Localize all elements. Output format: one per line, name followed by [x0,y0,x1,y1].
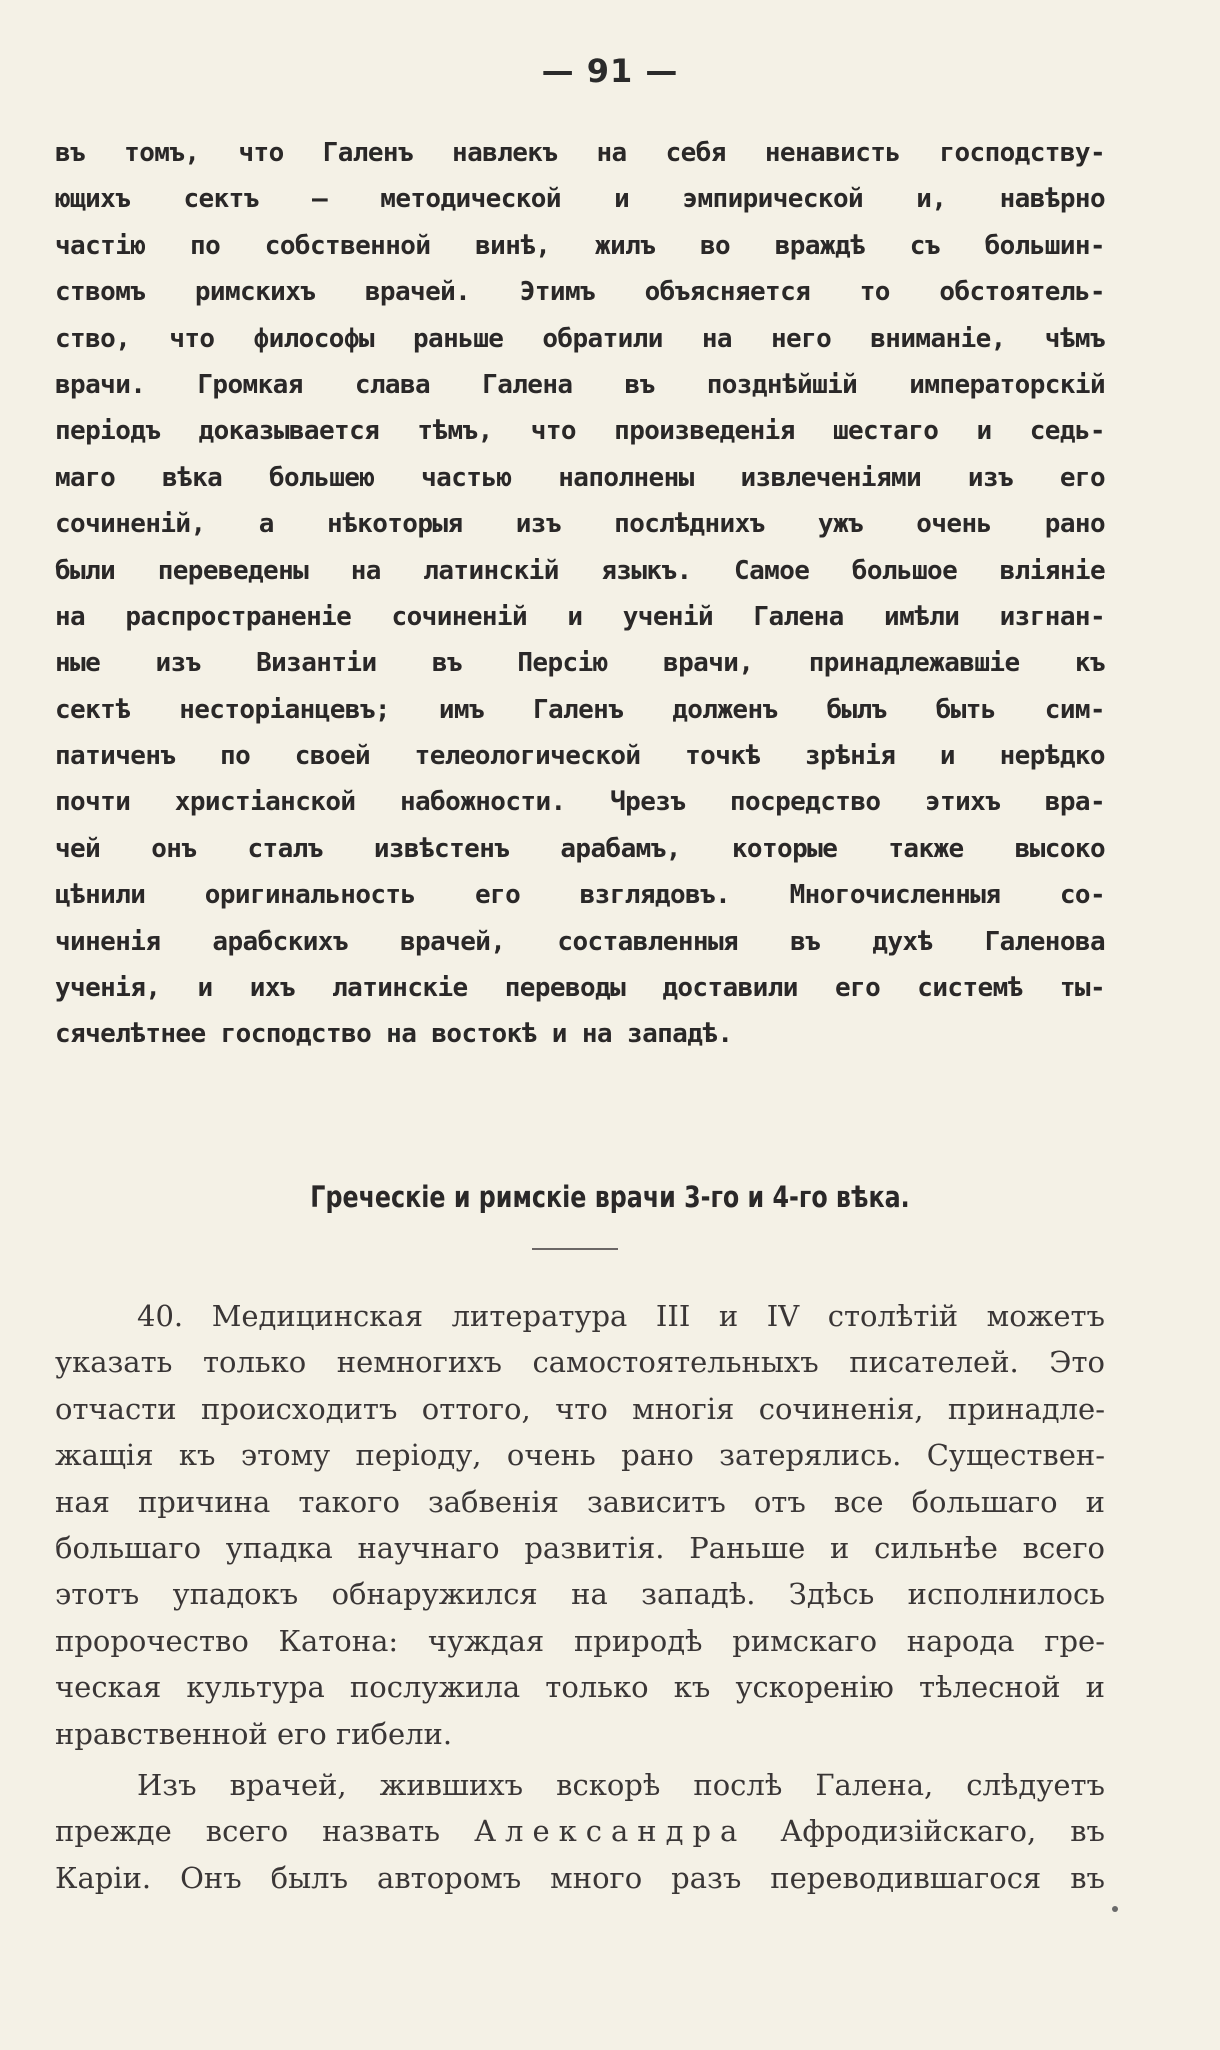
text-line: указать только немногихъ самостоятельныхъ писателей. Это [55,1345,1105,1380]
paragraph-medical-literature [55,1293,1105,1901]
text-line: періодъ доказывается тѣмъ, что произведенія шестаго и седь- [55,416,1105,447]
text-line: были переведены на латинскій языкъ. Самое большое вліяніе [55,555,1105,586]
text-line: патиченъ по своей телеологической точкѣ зрѣнія и нерѣдко [55,741,1105,772]
text-line: цѣнили оригинальность его взглядовъ. Многочисленныя со- [55,880,1105,911]
text-line: чей онъ сталъ извѣстенъ арабамъ, которые также высоко [55,833,1105,864]
text-line: жащія къ этому періоду, очень рано затерялись. Существен- [55,1438,1105,1473]
text-line: ческая культура послужила только къ ускоренію тѣлесной и [55,1670,1105,1705]
page-speck [1112,1906,1118,1912]
text-line: сочиненій, а нѣкоторыя изъ послѣднихъ ужъ очень рано [55,509,1105,540]
page-number: — 91 — [541,52,679,90]
text-fragment: прежде всего назвать [55,1814,475,1849]
text-line: этотъ упадокъ обнаружился на западѣ. Здѣсь исполнилось [55,1577,1105,1612]
text-line: на распространеніе сочиненій и ученій Галена имѣли изгнан- [55,601,1105,632]
text-line: Изъ врачей, жившихъ вскорѣ послѣ Галена, слѣдуетъ [137,1767,1105,1802]
text-line: ная причина такого забвенія зависитъ отъ все большаго и [55,1484,1105,1519]
text-line: ство, что философы раньше обратили на него вниманіе, чѣмъ [55,323,1105,354]
text-line: маго вѣка большею частью наполнены извлеченіями изъ его [55,462,1105,493]
text-line-with-emphasis [55,1808,1105,1854]
text-line: ные изъ Византіи въ Персію врачи, принадлежавшіе къ [55,648,1105,679]
text-line: въ томъ, что Галенъ навлекъ на себя ненависть господству- [55,138,1105,168]
text-line: чиненія арабскихъ врачей, составленныя въ духѣ Галенова [55,926,1105,957]
text-line: сектѣ несторіанцевъ; имъ Галенъ долженъ былъ быть сим- [55,694,1105,725]
text-line: сячелѣтнее господство на востокѣ и на западѣ. [55,1019,733,1050]
text-line: частію по собственной винѣ, жилъ во враждѣ съ большин- [55,230,1105,261]
text-line: 40. Медицинская литература III и IV столѣтій можетъ [137,1299,1105,1333]
text-line: почти христіанской набожности. Чрезъ посредство этихъ вра- [55,787,1105,818]
spaced-name-emphasis: Александра [474,1814,747,1849]
text-line: ющихъ сектъ — методической и эмпирической и, навѣрно [55,184,1105,215]
section-heading: Греческіе и римскіе врачи 3-го и 4-го вѣка. [310,1180,910,1214]
text-line: Каріи. Онъ былъ авторомъ много разъ переводившагося въ [55,1860,1105,1895]
text-line: пророчество Катона: чуждая природѣ римскаго народа гре- [55,1623,1105,1658]
heading-divider [532,1248,618,1250]
text-line: большаго упадка научнаго развитія. Раньше и сильнѣе всего [55,1530,1105,1565]
text-fragment: Афродизійскаго, въ [746,1814,1105,1849]
text-line: ствомъ римскихъ врачей. Этимъ объясняется то обстоятель- [55,277,1105,308]
text-line: ученія, и ихъ латинскіе переводы доставили его системѣ ты- [55,973,1105,1004]
paragraph-galen-legacy [55,130,1105,1058]
text-line: врачи. Громкая слава Галена въ позднѣйшій императорскій [55,369,1105,400]
text-line: нравственной его гибели. [55,1716,453,1751]
text-line: отчасти происходитъ оттого, что многія сочиненія, принадле- [55,1391,1105,1426]
